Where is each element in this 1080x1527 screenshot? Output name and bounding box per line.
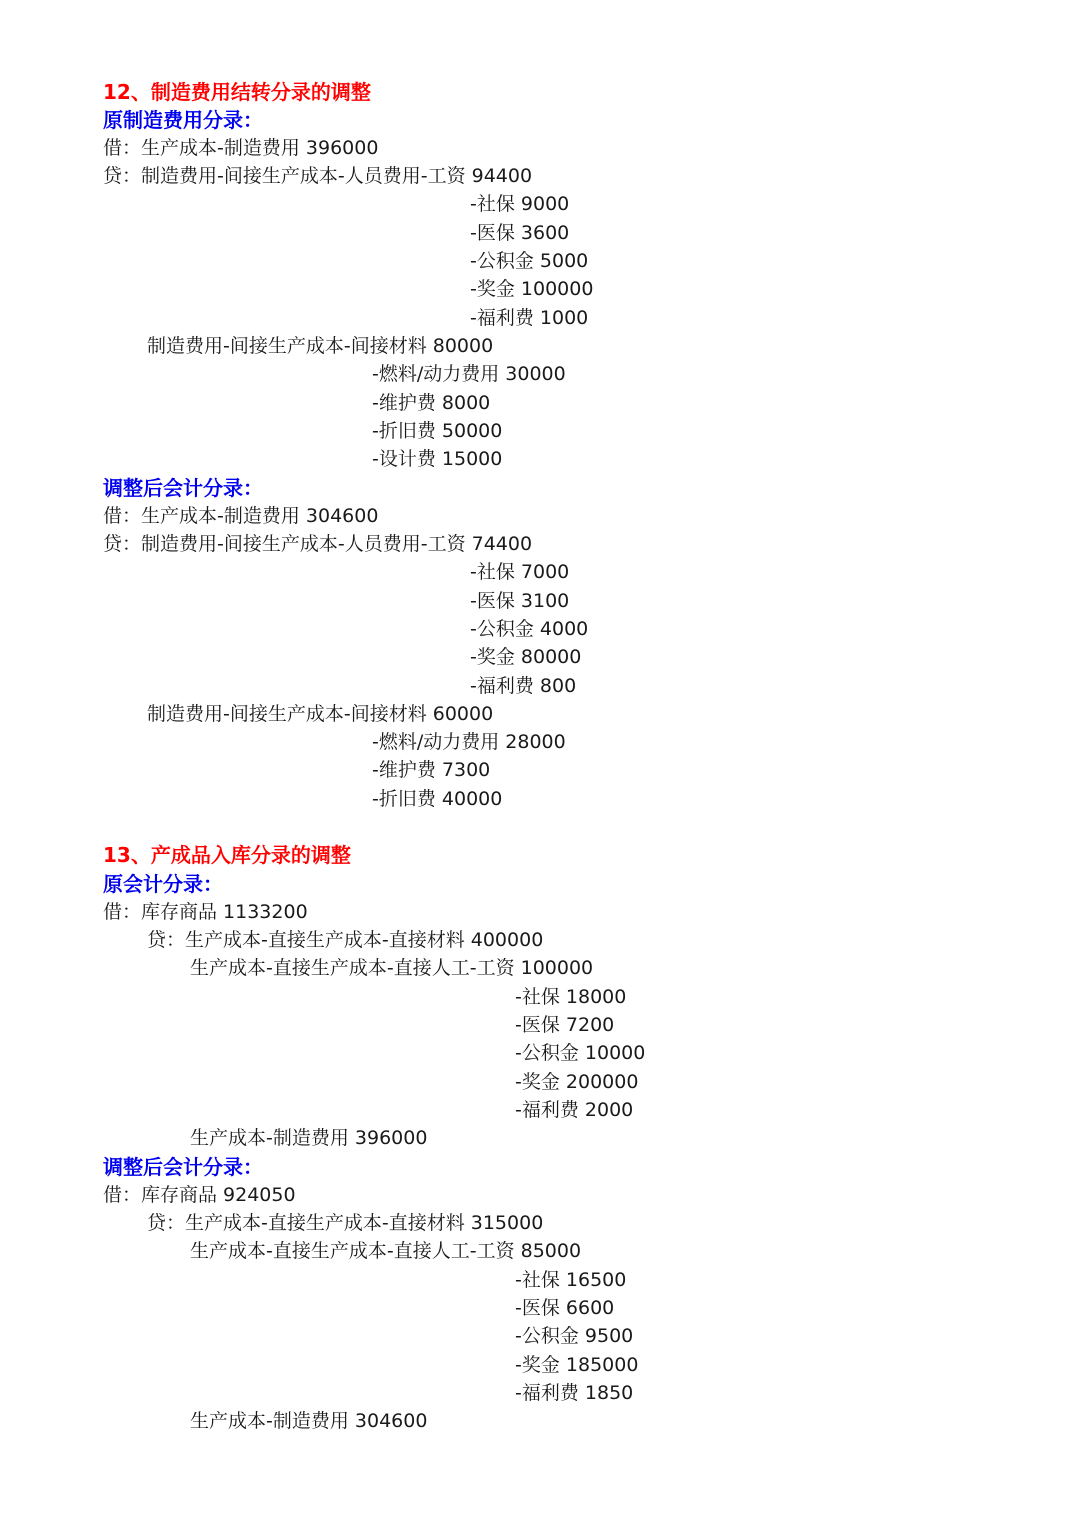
entry-line: -奖金 200000 [515,1071,639,1093]
entry-line: 生产成本-直接生产成本-直接人工-工资 85000 [190,1240,582,1262]
entry-line: -维护费 8000 [372,392,491,414]
entry-line: -公积金 10000 [515,1042,646,1064]
section-12-original-heading: 原制造费用分录： [103,108,263,132]
entry-line: 借：库存商品 924050 [103,1184,296,1206]
entry-line: -福利费 800 [470,675,577,697]
section-13-original-heading: 原会计分录： [103,872,223,896]
entry-line: 借：生产成本-制造费用 304600 [103,505,379,527]
entry-line: -医保 3100 [470,590,570,612]
entry-line: -福利费 2000 [515,1099,634,1121]
entry-line: -社保 18000 [515,986,627,1008]
entry-line: 制造费用-间接生产成本-间接材料 80000 [147,335,494,357]
entry-line: -医保 3600 [470,222,570,244]
entry-line: -设计费 15000 [372,448,503,470]
section-12-title: 12、制造费用结转分录的调整 [103,80,371,104]
section-13-adjusted-heading: 调整后会计分录： [103,1155,263,1179]
entry-line: -公积金 9500 [515,1325,634,1347]
entry-line: -奖金 185000 [515,1354,639,1376]
entry-line: -福利费 1850 [515,1382,634,1404]
section-13-title: 13、产成品入库分录的调整 [103,843,351,867]
section-12-adjusted-heading: 调整后会计分录： [103,476,263,500]
entry-line: -公积金 5000 [470,250,589,272]
entry-line: 借：库存商品 1133200 [103,901,308,923]
entry-line: -燃料/动力费用 30000 [372,363,566,385]
entry-line: 生产成本-制造费用 396000 [190,1127,428,1149]
entry-line: 借：生产成本-制造费用 396000 [103,137,379,159]
entry-line: -社保 16500 [515,1269,627,1291]
entry-line: -维护费 7300 [372,759,491,781]
entry-line: -福利费 1000 [470,307,589,329]
entry-line: 制造费用-间接生产成本-间接材料 60000 [147,703,494,725]
entry-line: -医保 6600 [515,1297,615,1319]
entry-line: 贷：生产成本-直接生产成本-直接材料 315000 [147,1212,544,1234]
entry-line: 贷：生产成本-直接生产成本-直接材料 400000 [147,929,544,951]
entry-line: -折旧费 50000 [372,420,503,442]
entry-line: -奖金 100000 [470,278,594,300]
entry-line: -奖金 80000 [470,646,582,668]
entry-line: 生产成本-直接生产成本-直接人工-工资 100000 [190,957,594,979]
entry-line: -社保 9000 [470,193,570,215]
entry-line: -社保 7000 [470,561,570,583]
entry-line: -折旧费 40000 [372,788,503,810]
entry-line: -医保 7200 [515,1014,615,1036]
entry-line: 生产成本-制造费用 304600 [190,1410,428,1432]
entry-line: 贷：制造费用-间接生产成本-人员费用-工资 74400 [103,533,533,555]
entry-line: -公积金 4000 [470,618,589,640]
entry-line: 贷：制造费用-间接生产成本-人员费用-工资 94400 [103,165,533,187]
entry-line: -燃料/动力费用 28000 [372,731,566,753]
